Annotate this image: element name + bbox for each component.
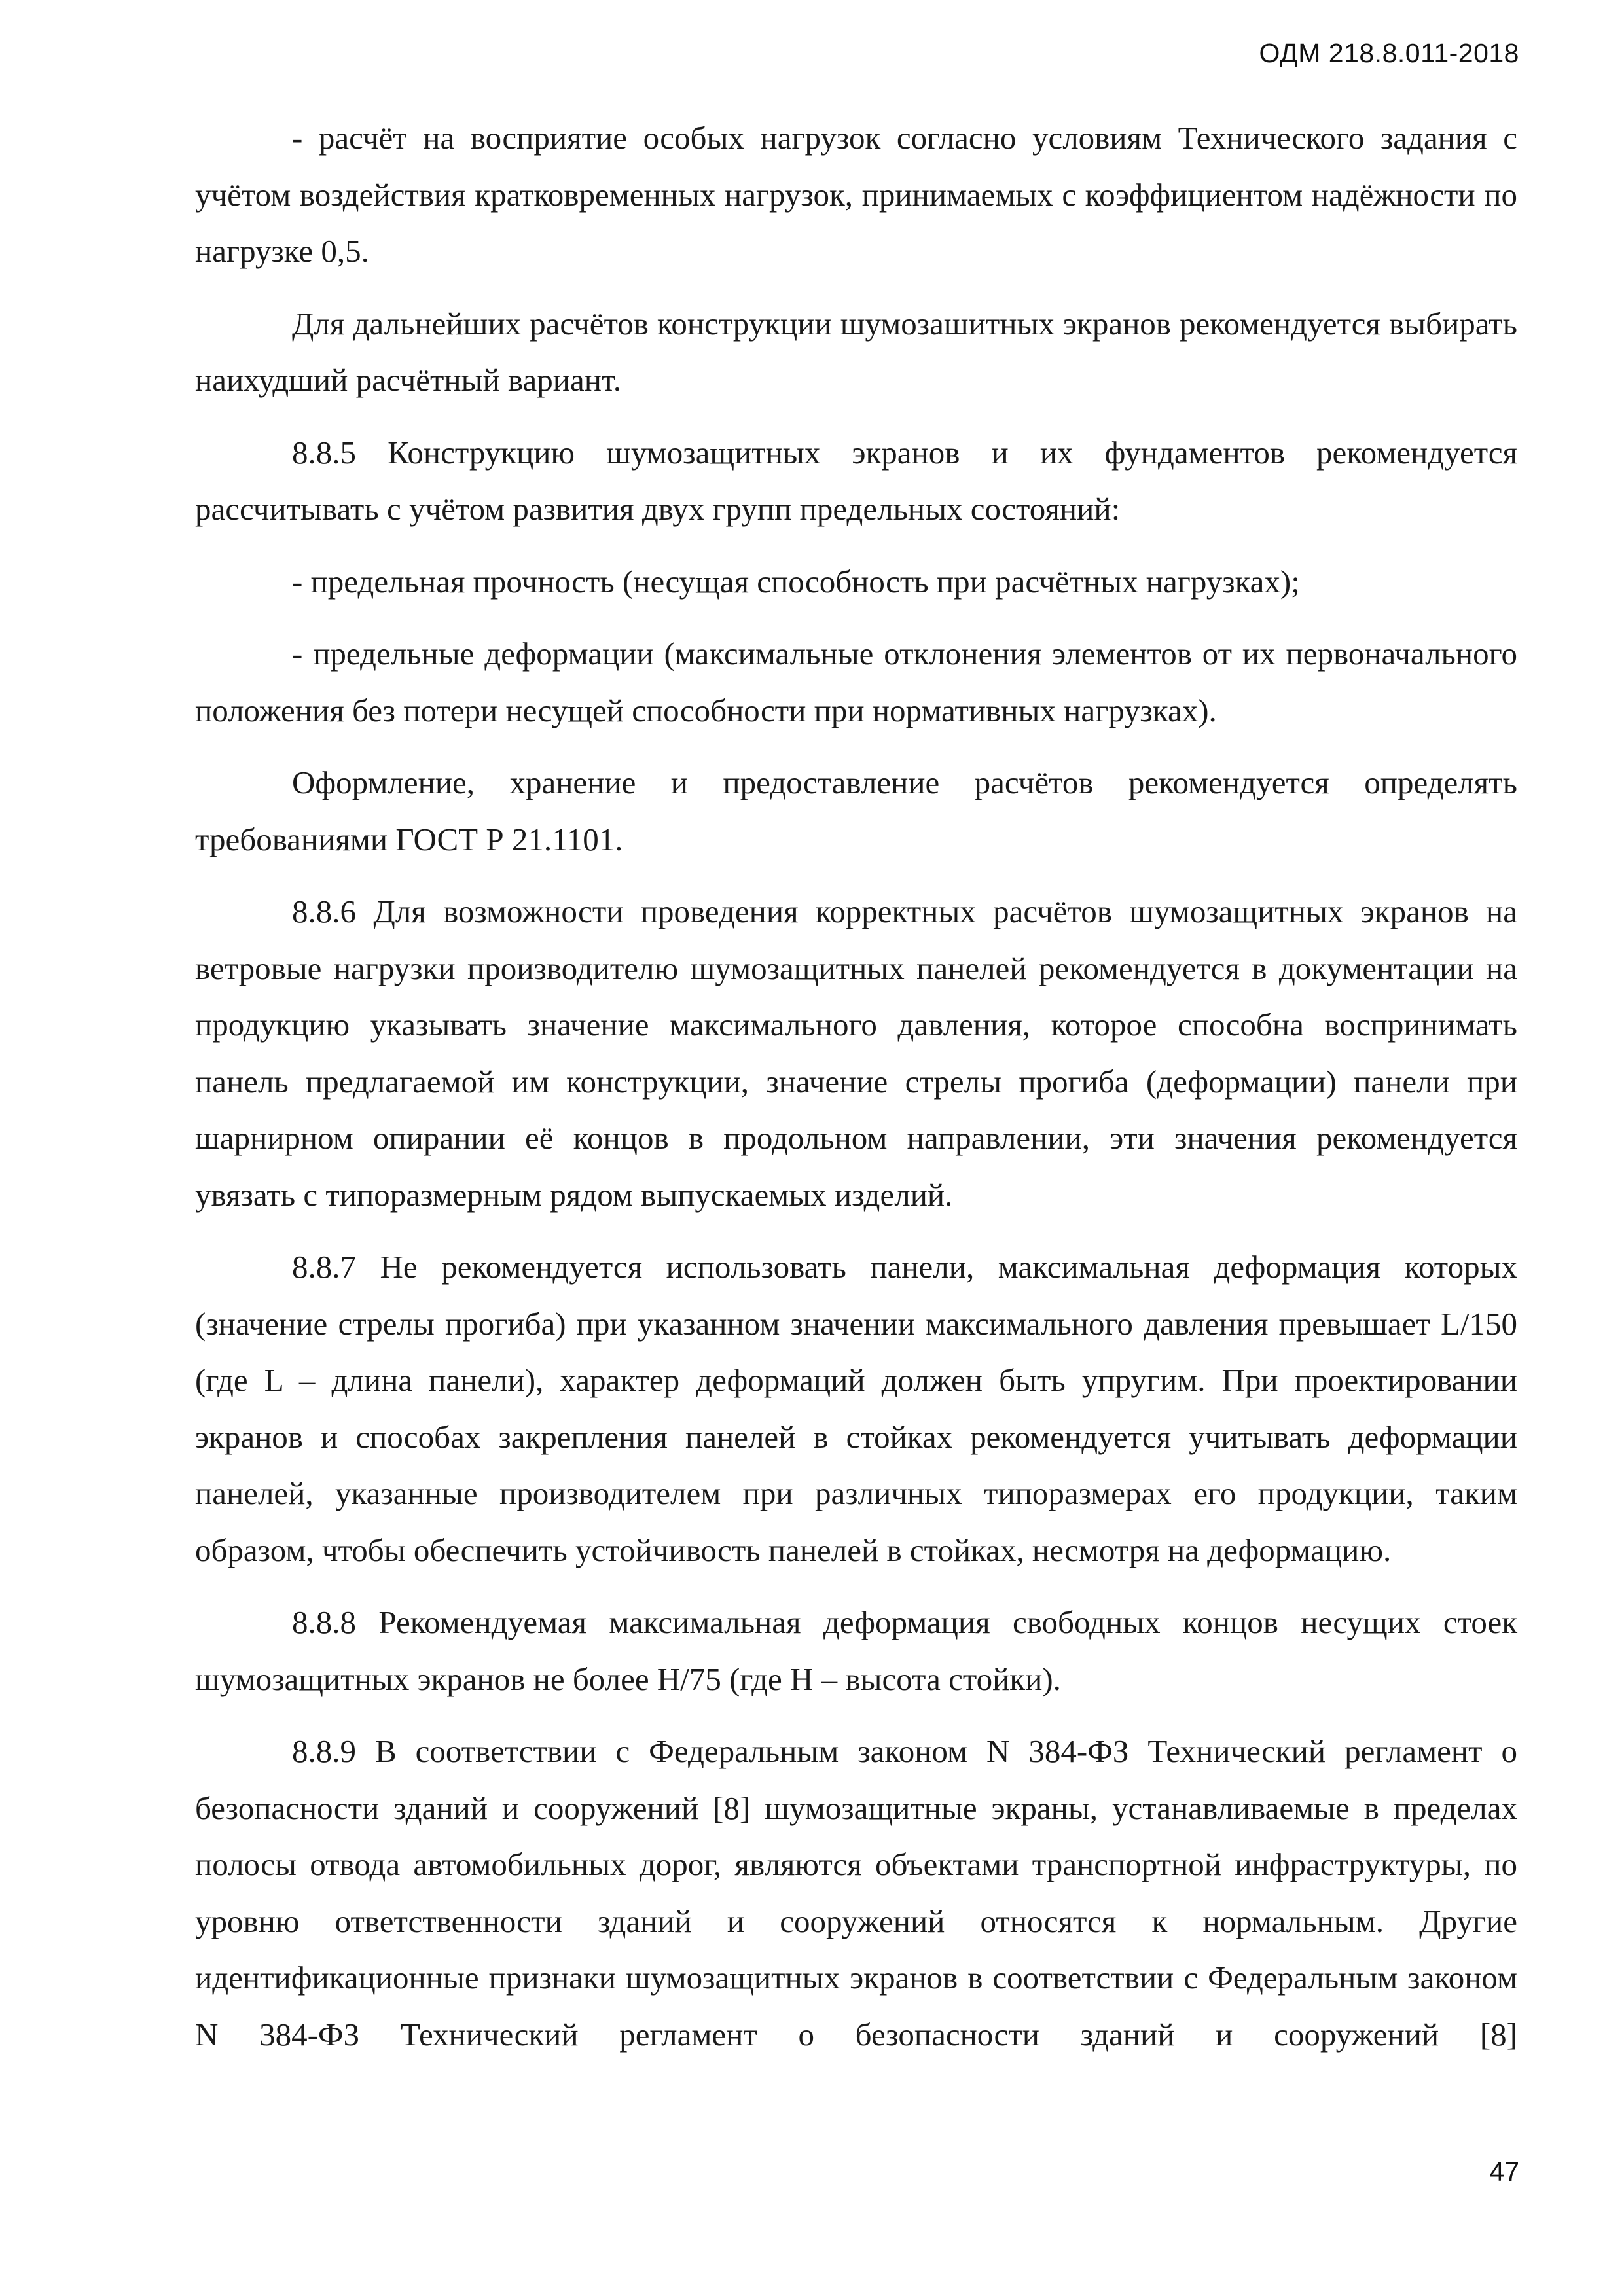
- paragraph-8-8-8: 8.8.8 Рекомендуемая максимальная деформация свободных концов несущих стоек шумозащитных экранов не более H/75 (где H – высота стойки).: [195, 1604, 1517, 1697]
- document-code: ОДМ 218.8.011-2018: [1259, 38, 1519, 68]
- paragraph-ultimate-strength: - предельная прочность (несущая способность при расчётных нагрузках);: [292, 563, 1300, 600]
- paragraph-8-8-6: 8.8.6 Для возможности проведения корректных расчётов шумозащитных экранов на ветровые нагрузки производителю шумозащитных панелей рекомендуется в документации на продукцию указывать значение максимального давления, которое способна воспринимать панель предлагаемой им конструкции, значение стрелы прогиба (деформации) панели при шарнирном опирании её концов в продольном направлении, эти значения рекомендуется увязать с типоразмерным рядом выпускаемых изделий.: [195, 893, 1517, 1213]
- paragraph-ultimate-deformation: - предельные деформации (максимальные отклонения элементов от их первоначального положения без потери несущей способности при нормативных нагрузках).: [195, 636, 1517, 728]
- paragraph-8-8-9: 8.8.9 В соответствии с Федеральным законом N 384-ФЗ Технический регламент о безопасности зданий и сооружений [8] шумозащитные экраны, устанавливаемые в пределах полосы отвода автомобильных дорог, являются объектами транспортной инфраструктуры, по уровню ответственности зданий и сооружений относятся к нормальным. Другие идентификационные признаки шумозащитных экранов в соответствии с Федеральным законом N 384-ФЗ Технический регламент о безопасности зданий и сооружений [8]: [195, 1733, 1517, 2053]
- paragraph-gost: Оформление, хранение и предоставление расчётов рекомендуется определять требованиями ГОСТ Р 21.1101.: [195, 764, 1517, 857]
- paragraph-8-8-5: 8.8.5 Конструкцию шумозащитных экранов и их фундаментов рекомендуется рассчитывать с учётом развития двух групп предельных состояний:: [195, 434, 1517, 527]
- paragraph-8-8-7: 8.8.7 Не рекомендуется использовать панели, максимальная деформация которых (значение стрелы прогиба) при указанном значении максимального давления превышает L/150 (где L – длина панели), характер деформаций должен быть упругим. При проектировании экранов и способах закрепления панелей в стойках рекомендуется учитывать деформации панелей, указанные производителем при различных типоразмерах его продукции, таким образом, чтобы обеспечить устойчивость панелей в стойках, несмотря на деформацию.: [195, 1249, 1517, 1568]
- page-body: [195, 110, 1517, 2063]
- paragraph-special-loads: - расчёт на восприятие особых нагрузок согласно условиям Технического задания с учётом воздействия кратковременных нагрузок, принимаемых с коэффициентом надёжности по нагрузке 0,5.: [195, 120, 1517, 269]
- page-number: 47: [1489, 2157, 1519, 2187]
- paragraph-worst-case: Для дальнейших расчётов конструкции шумозашитных экранов рекомендуется выбирать наихудший расчётный вариант.: [195, 305, 1517, 398]
